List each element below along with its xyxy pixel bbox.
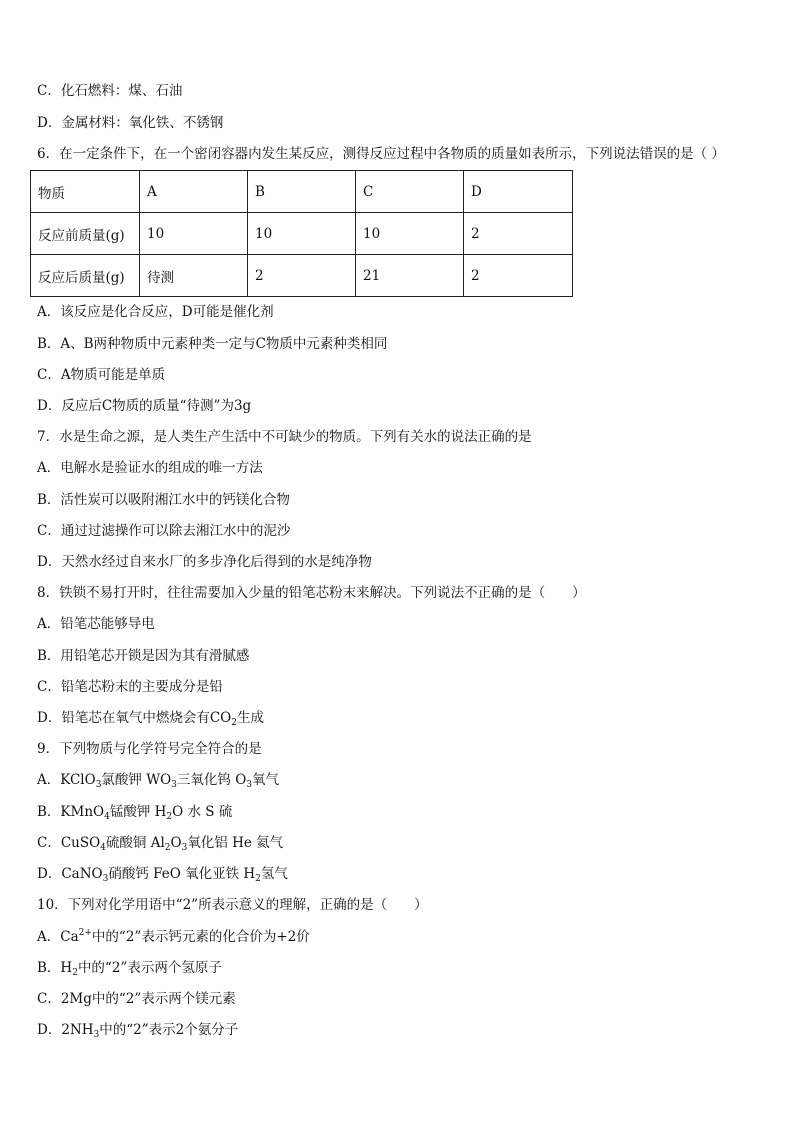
q10-stem: 10．下列对化学用语中“2”所表示意义的理解，正确的是（ ） xyxy=(37,897,428,913)
q8-option-b: B．用铅笔芯开锁是因为其有滑腻感 xyxy=(37,648,250,664)
text-run: 氯酸钾 WO xyxy=(101,772,172,788)
q7-option-d: D．天然水经过自来水厂的多步净化后得到的水是纯净物 xyxy=(37,554,372,570)
text-run: 硫酸铜 Al xyxy=(105,835,165,851)
superscript: 2+ xyxy=(78,928,92,938)
table-cell: 10 xyxy=(248,213,356,255)
text-run: 锰酸钾 H xyxy=(109,804,167,820)
q5-option-c: C．化石燃料：煤、石油 xyxy=(37,83,183,99)
subscript: 3 xyxy=(102,874,109,884)
text-run: 中的“2”表示两个氢原子 xyxy=(77,960,222,976)
q6-option-c: C．A物质可能是单质 xyxy=(37,367,166,383)
text-run: 氧化铝 He 氦气 xyxy=(187,835,284,851)
subscript: 2 xyxy=(72,968,78,978)
subscript: 2 xyxy=(164,843,171,853)
table-cell: 21 xyxy=(356,255,464,297)
q6-option-b: B．A、B两种物质中元素种类一定与C物质中元素种类相同 xyxy=(37,336,388,352)
q10-option-a xyxy=(37,928,310,946)
table-cell: B xyxy=(248,171,356,213)
q6-option-a: A．该反应是化合反应，D可能是催化剂 xyxy=(37,304,274,320)
subscript: 4 xyxy=(104,812,110,822)
q9-option-b xyxy=(37,803,232,821)
table-row xyxy=(31,171,573,213)
q10-option-b xyxy=(37,959,222,977)
table-cell: 待测 xyxy=(140,255,248,297)
text-run: A．KClO xyxy=(37,772,96,788)
subscript: 3 xyxy=(246,780,252,790)
table-cell: C xyxy=(356,171,464,213)
table-cell: 反应后质量(g) xyxy=(31,255,140,297)
subscript: 3 xyxy=(93,1030,100,1040)
q10-option-d xyxy=(37,1021,238,1039)
table-cell: 2 xyxy=(464,255,573,297)
q9-option-a xyxy=(37,771,279,789)
text-run: D．CaNO xyxy=(37,866,103,882)
text-run: 三氧化钨 O xyxy=(176,772,247,788)
table-cell: 反应前质量(g) xyxy=(31,213,140,255)
text-run: D．铅笔芯在氧气中燃烧会有CO xyxy=(37,710,232,726)
table-cell: 物质 xyxy=(31,171,140,213)
q6-stem: 6．在一定条件下，在一个密闭容器内发生某反应，测得反应过程中各物质的质量如表所示，下列说法错误的是（ ） xyxy=(37,146,725,162)
text-run: 生成 xyxy=(236,710,264,726)
table-cell: 10 xyxy=(140,213,248,255)
subscript: 2 xyxy=(255,874,261,884)
text-run: 氧气 xyxy=(252,772,279,788)
text-run: A．Ca xyxy=(37,929,79,945)
text-run: 中的“2”表示钙元素的化合价为+2价 xyxy=(91,929,310,945)
text-run: B．KMnO xyxy=(37,804,105,820)
subscript: 2 xyxy=(231,718,237,728)
table-cell: 10 xyxy=(356,213,464,255)
subscript: 2 xyxy=(166,812,173,822)
q8-stem: 8．铁锁不易打开时，往往需要加入少量的铅笔芯粉末来解决。下列说法不正确的是（ ） xyxy=(37,585,586,601)
q9-option-c xyxy=(37,834,283,852)
text-run: 硝酸钙 FeO 氧化亚铁 H xyxy=(108,866,256,882)
text-run: 氢气 xyxy=(260,866,288,882)
mass-table xyxy=(30,170,573,297)
text-run: O xyxy=(170,835,182,851)
q7-option-b: B．活性炭可以吸附湘江水中的钙镁化合物 xyxy=(37,492,290,508)
q10-option-c: C．2Mg中的“2”表示两个镁元素 xyxy=(37,991,236,1007)
subscript: 3 xyxy=(171,780,177,790)
text-run: D．2NH xyxy=(37,1022,94,1038)
q8-option-c: C．铅笔芯粉末的主要成分是铅 xyxy=(37,679,223,695)
q7-stem: 7．水是生命之源，是人类生产生活中不可缺少的物质。下列有关水的说法正确的是 xyxy=(37,429,532,445)
subscript: 4 xyxy=(100,843,106,853)
q8-option-d xyxy=(37,709,264,727)
subscript: 3 xyxy=(95,780,102,790)
table-cell: 2 xyxy=(248,255,356,297)
q6-option-d: D．反应后C物质的质量“待测”为3g xyxy=(37,398,252,414)
table-cell: A xyxy=(140,171,248,213)
text-run: O 水 S 硫 xyxy=(172,804,233,820)
q9-stem: 9．下列物质与化学符号完全符合的是 xyxy=(37,741,262,757)
q7-option-c: C．通过过滤操作可以除去湘江水中的泥沙 xyxy=(37,523,291,539)
text-run: C．CuSO xyxy=(37,835,101,851)
table-cell: D xyxy=(464,171,573,213)
q5-option-d: D．金属材料：氧化铁、不锈钢 xyxy=(37,115,224,131)
table-cell: 2 xyxy=(464,213,573,255)
table-row xyxy=(31,255,573,297)
text-run: 中的“2”表示2个氨分子 xyxy=(99,1022,239,1038)
q9-option-d xyxy=(37,865,288,883)
subscript: 3 xyxy=(181,843,188,853)
text-run: B．H xyxy=(37,960,73,976)
table-row xyxy=(31,213,573,255)
q7-option-a: A．电解水是验证水的组成的唯一方法 xyxy=(37,460,263,476)
q8-option-a: A．铅笔芯能够导电 xyxy=(37,616,155,632)
